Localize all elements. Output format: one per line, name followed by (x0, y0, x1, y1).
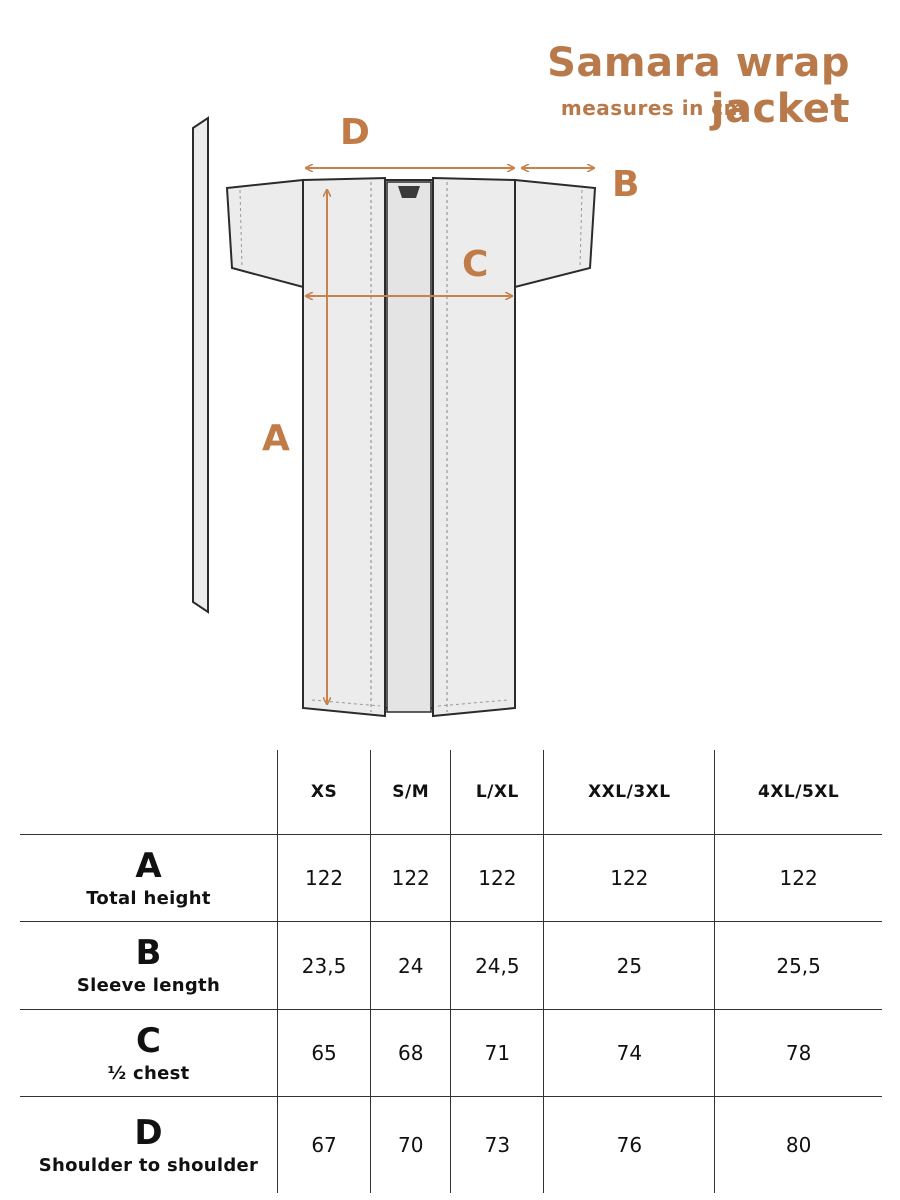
table-cell: 122 (715, 835, 882, 922)
table-row (20, 1097, 882, 1194)
header-row (20, 750, 882, 835)
col-header: L/XL (451, 750, 544, 835)
col-header: XS (278, 750, 371, 835)
row-header (20, 1097, 278, 1194)
row-label: Sleeve length (76, 975, 221, 996)
page-subtitle: measures in cm (560, 96, 745, 120)
row-label: ½ chest (107, 1062, 190, 1084)
page-title: Samara wrap jacket (547, 40, 850, 132)
table-cell: 74 (544, 1010, 715, 1097)
table-cell: 80 (715, 1097, 882, 1194)
col-header: 4XL/5XL (715, 750, 882, 835)
row-header (20, 922, 278, 1010)
table-cell: 25 (544, 922, 715, 1010)
table-cell: 23,5 (278, 922, 371, 1010)
table-cell: 65 (278, 1010, 371, 1097)
row-label: Shoulder to shoulder (38, 1154, 259, 1176)
label-d: D (340, 112, 370, 153)
table-cell: 24,5 (451, 922, 544, 1010)
row-label: Total height (86, 887, 211, 909)
table-cell: 122 (278, 835, 371, 922)
belt-tie (193, 118, 208, 612)
row-letter: C (136, 1020, 161, 1061)
row-header (20, 835, 278, 922)
table-row (20, 835, 882, 922)
left-sleeve (227, 180, 303, 287)
header-empty-cell (20, 750, 278, 835)
row-letter: B (135, 933, 162, 973)
col-header: XXL/3XL (544, 750, 715, 835)
row-letter: D (134, 1112, 163, 1153)
table-cell: 70 (371, 1097, 451, 1194)
table-cell: 24 (371, 922, 451, 1010)
table-cell: 67 (278, 1097, 371, 1194)
table-cell: 25,5 (715, 922, 882, 1010)
right-sleeve (515, 180, 595, 287)
table-cell: 73 (451, 1097, 544, 1194)
table-row (20, 922, 882, 1010)
label-c: C (462, 244, 489, 285)
table-cell: 68 (371, 1010, 451, 1097)
table-cell: 76 (544, 1097, 715, 1194)
size-table (20, 750, 882, 1193)
col-header: S/M (371, 750, 451, 835)
back-panel (387, 182, 431, 712)
row-header (20, 1010, 278, 1097)
label-b: B (612, 164, 640, 205)
table-cell: 71 (451, 1010, 544, 1097)
table-cell: 78 (715, 1010, 882, 1097)
row-letter: A (135, 845, 162, 886)
left-front-panel (303, 178, 385, 716)
label-a: A (262, 418, 290, 459)
table-row (20, 1010, 882, 1097)
table-cell: 122 (451, 835, 544, 922)
table-cell: 122 (544, 835, 715, 922)
table-cell: 122 (371, 835, 451, 922)
